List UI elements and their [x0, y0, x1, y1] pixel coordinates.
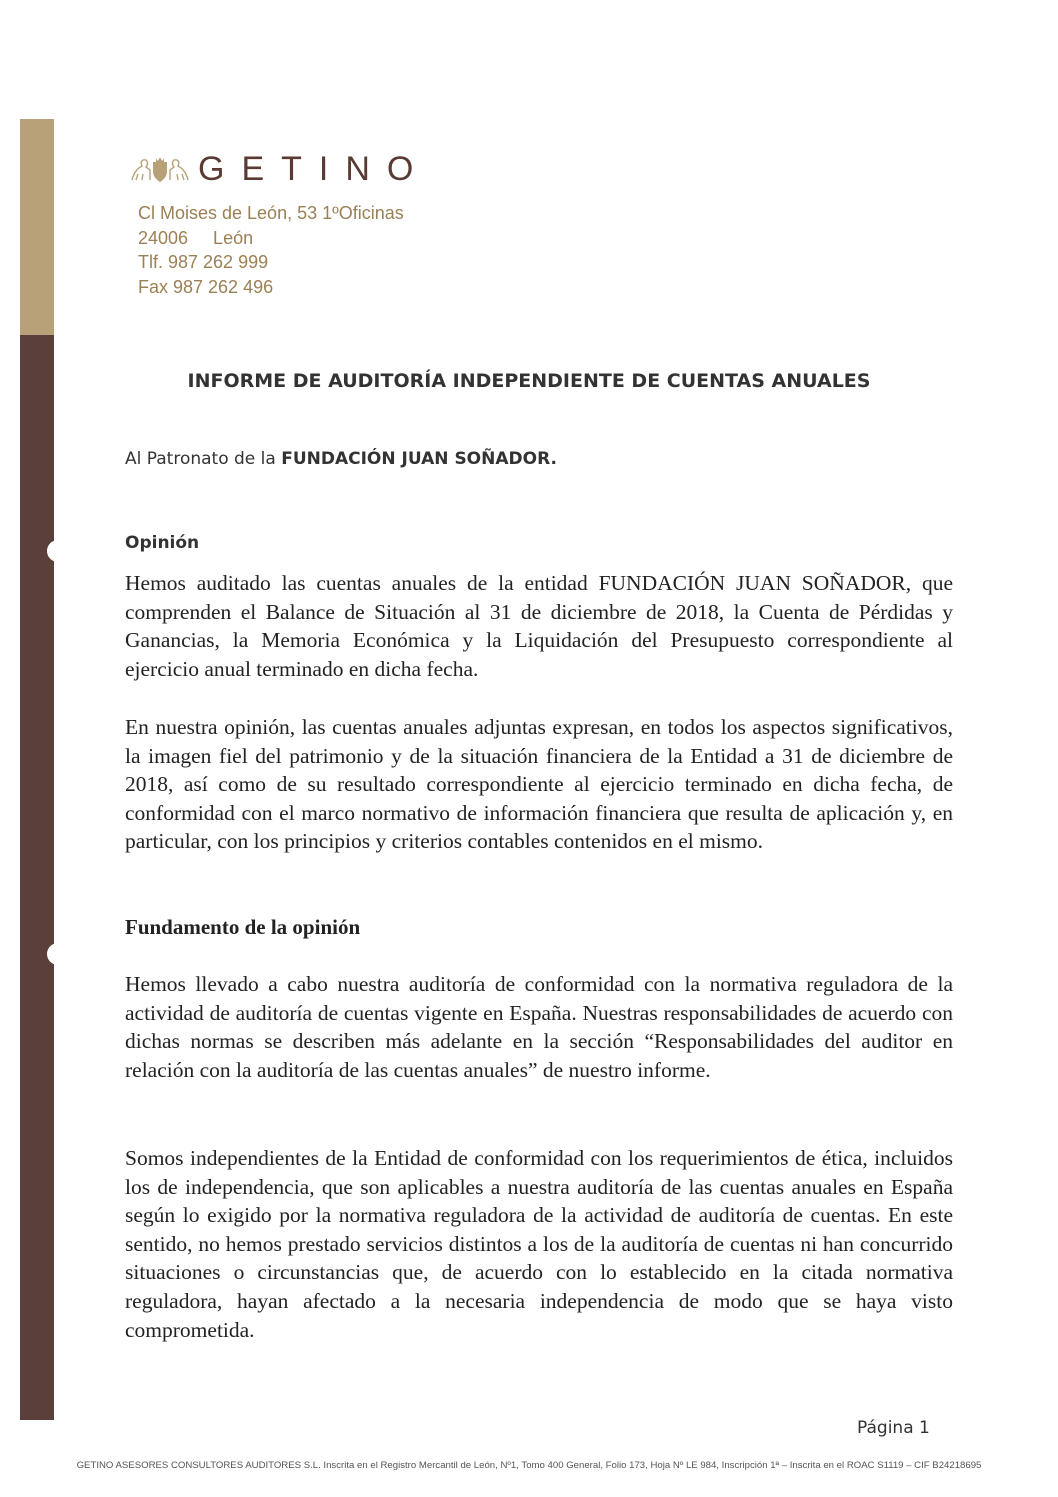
address-fax: Fax 987 262 496 — [138, 276, 274, 297]
address-phone: Tlf. 987 262 999 — [138, 252, 269, 272]
page-number: Página 1 — [857, 1418, 930, 1438]
side-band-brown — [20, 335, 54, 1420]
salutation — [125, 449, 557, 469]
opinion-paragraph-2: En nuestra opinión, las cuentas anuales adjuntas expresan, en todos los aspectos significativos, la imagen fiel del patrimonio y de la situación financiera de la Entidad a 31 de diciembre de 2018, así como de su resultado correspondiente al ejercicio terminado en dicha fecha, de conformidad con el marco normativo de información financiera que resulta de aplicación y, en particular, con los principios y criterios contables contenidos en el mismo. — [125, 715, 953, 854]
company-address — [138, 201, 404, 299]
punch-hole-bottom — [47, 943, 69, 965]
opinion-heading: Opinión — [125, 533, 200, 553]
opinion-paragraph-1: Hemos auditado las cuentas anuales de la entidad FUNDACIÓN JUAN SOÑADOR, que comprenden el Balance de Situación al 31 de diciembre de 2018, la Cuenta de Pérdidas y Ganancias, la Memoria Económica y la Liquidación del Presupuesto correspondiente al ejercicio anual terminado en dicha fecha. — [125, 571, 953, 681]
registry-footer: GETINO ASESORES CONSULTORES AUDITORES S.L. Inscrita en el Registro Mercantil de León, Nº1, Tomo 400 General, Folio 173, Hoja Nº LE 984, Inscripción 1ª – Inscrita en el ROAC S1119 – CIF B24218695 — [76, 1460, 982, 1471]
heraldic-lions-icon — [128, 154, 192, 186]
fundamento-paragraph-1: Hemos llevado a cabo nuestra auditoría de conformidad con la normativa reguladora de la actividad de auditoría de cuentas vigente en España. Nuestras responsabilidades de acuerdo con dichas normas se describen más adelante en la sección “Responsabilidades del auditor en relación con la auditoría de las cuentas anuales” de nuestro informe. — [125, 972, 953, 1082]
salutation-prefix: Al Patronato de la — [125, 449, 282, 469]
side-band-gold — [20, 119, 54, 335]
address-city: 24006 León — [138, 227, 254, 248]
company-logo — [128, 150, 430, 189]
report-title: INFORME DE AUDITORÍA INDEPENDIENTE DE CUENTAS ANUALES — [187, 370, 871, 392]
fundamento-paragraph-2: Somos independientes de la Entidad de conformidad con los requerimientos de ética, incluidos los de independencia, que son aplicables a nuestra auditoría de las cuentas anuales en España según lo exigido por la normativa reguladora de la actividad de auditoría de cuentas. En este sentido, no hemos prestado servicios distintos a los de la auditoría de cuentas ni han concurrido situaciones o circunstancias que, de acuerdo con lo establecido en la citada normativa reguladora, hayan afectado a la necesaria independencia de modo que se haya visto comprometida. — [125, 1146, 953, 1342]
company-name: GETINO — [198, 150, 431, 188]
address-street: Cl Moises de León, 53 1ºOficinas — [138, 203, 404, 223]
punch-hole-top — [47, 540, 69, 562]
fundamento-heading: Fundamento de la opinión — [125, 915, 361, 939]
salutation-entity: FUNDACIÓN JUAN SOÑADOR. — [281, 449, 557, 469]
